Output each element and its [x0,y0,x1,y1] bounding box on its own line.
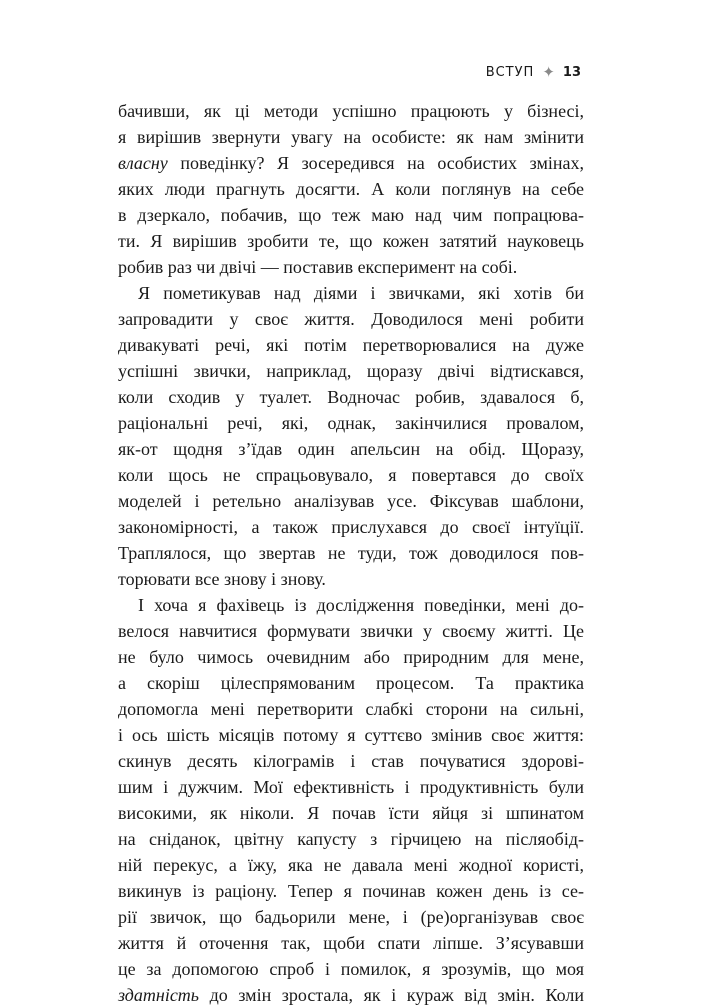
emphasis-text: здатність [118,985,199,1005]
running-head [486,63,581,81]
ornament-separator-icon: ✦ [542,63,555,81]
emphasis-text: власну [118,153,168,173]
text-run: до змін зростала, як і кураж від змін. Коли [199,985,584,1005]
text-line [118,540,584,566]
text-line [118,722,584,748]
text-line [118,644,584,670]
text-run: а скоріш цілеспрямованим процесом. Та практика [118,673,584,693]
text-line [118,618,584,644]
text-run: життя й оточення так, щоби спати ліпше. З’ясувавши [118,933,584,953]
text-line [118,930,584,956]
text-line [118,202,584,228]
text-line [118,436,584,462]
text-run: Я пометикував над діями і звичками, які хотів би [138,283,584,303]
text-line [118,982,584,1008]
text-line [118,150,584,176]
text-run: коли щось не спрацьовувало, я повертався до своїх [118,465,584,485]
text-run: ти. Я вирішив зробити те, що кожен затятий науковець [118,231,584,251]
text-run: ній перекус, а їжу, яка не давала мені жодної користі, [118,855,584,875]
text-line [118,384,584,410]
text-run: запровадити у своє життя. Доводилося мені робити [118,309,584,329]
text-run: коли сходив у туалет. Водночас робив, здавалося б, [118,387,584,407]
text-run: раціональні речі, які, однак, закінчилися провалом, [118,413,584,433]
text-line [118,748,584,774]
paragraph [118,280,584,592]
text-run: велося навчитися формувати звички у своєму житті. Це [118,621,584,641]
text-line [118,852,584,878]
text-run: як-от щодня з’їдав один апельсин на обід. Щоразу, [118,439,584,459]
text-line [118,176,584,202]
text-line [118,670,584,696]
text-line [118,98,584,124]
text-run: високими, як ніколи. Я почав їсти яйця зі шпинатом [118,803,584,823]
text-line [118,592,584,618]
text-line [118,228,584,254]
text-run: допомогла мені перетворити слабкі сторони на сильні, [118,699,584,719]
text-run: викинув із раціону. Тепер я починав кожен день із се- [118,881,584,901]
text-run: це за допомогою спроб і помилок, я зрозумів, що моя [118,959,584,979]
section-title: ВСТУП [485,64,535,80]
text-run: рії звичок, що бадьорили мене, і (ре)організував своє [118,907,584,927]
text-line [118,826,584,852]
paragraph [118,592,584,1008]
text-line [118,306,584,332]
text-run: на сніданок, цвітну капусту з гірчицею на післяобід- [118,829,584,849]
text-run: я вирішив звернути увагу на особисте: як нам змінити [118,127,584,147]
text-line [118,254,584,280]
text-line [118,566,584,592]
text-run: не було чимось очевидним або природним для мене, [118,647,584,667]
text-run: шим і дужчим. Мої ефективність і продуктивність були [118,777,584,797]
paragraph [118,98,584,280]
text-line [118,696,584,722]
text-line [118,280,584,306]
text-run: І хоча я фахівець із дослідження поведінки, мені до- [138,595,584,615]
text-run: в дзеркало, побачив, що теж маю над чим попрацюва- [118,205,584,225]
text-line [118,956,584,982]
text-run: закономірності, а також прислухався до своєї інтуїції. [118,517,584,537]
text-run: поведінку? Я зосередився на особистих змінах, [167,153,584,173]
text-line [118,514,584,540]
text-line [118,462,584,488]
text-run: дивакуваті речі, які потім перетворювалися на дуже [118,335,584,355]
text-line [118,488,584,514]
text-line [118,410,584,436]
text-line [118,774,584,800]
text-run: торювати все знову і знову. [118,569,326,589]
text-run: робив раз чи двічі — поставив експеримент на собі. [118,257,518,277]
text-line [118,878,584,904]
text-line [118,904,584,930]
text-line [118,358,584,384]
text-run: успішні звички, наприклад, щоразу двічі відтискався, [118,361,584,381]
text-run: бачивши, як ці методи успішно працюють у бізнесі, [118,101,584,121]
text-line [118,332,584,358]
text-run: скинув десять кілограмів і став почуватися здорові- [118,751,584,771]
text-line [118,124,584,150]
page-number: 13 [562,64,581,80]
text-run: яких люди прагнуть досягти. А коли поглянув на себе [118,179,584,199]
text-run: Траплялося, що звертав не туди, тож доводилося пов- [118,543,584,563]
text-run: моделей і ретельно аналізував усе. Фіксував шаблони, [118,491,584,511]
text-line [118,800,584,826]
text-run: і ось шість місяців потому я суттєво змінив своє життя: [118,725,584,745]
body-text [118,98,584,1008]
